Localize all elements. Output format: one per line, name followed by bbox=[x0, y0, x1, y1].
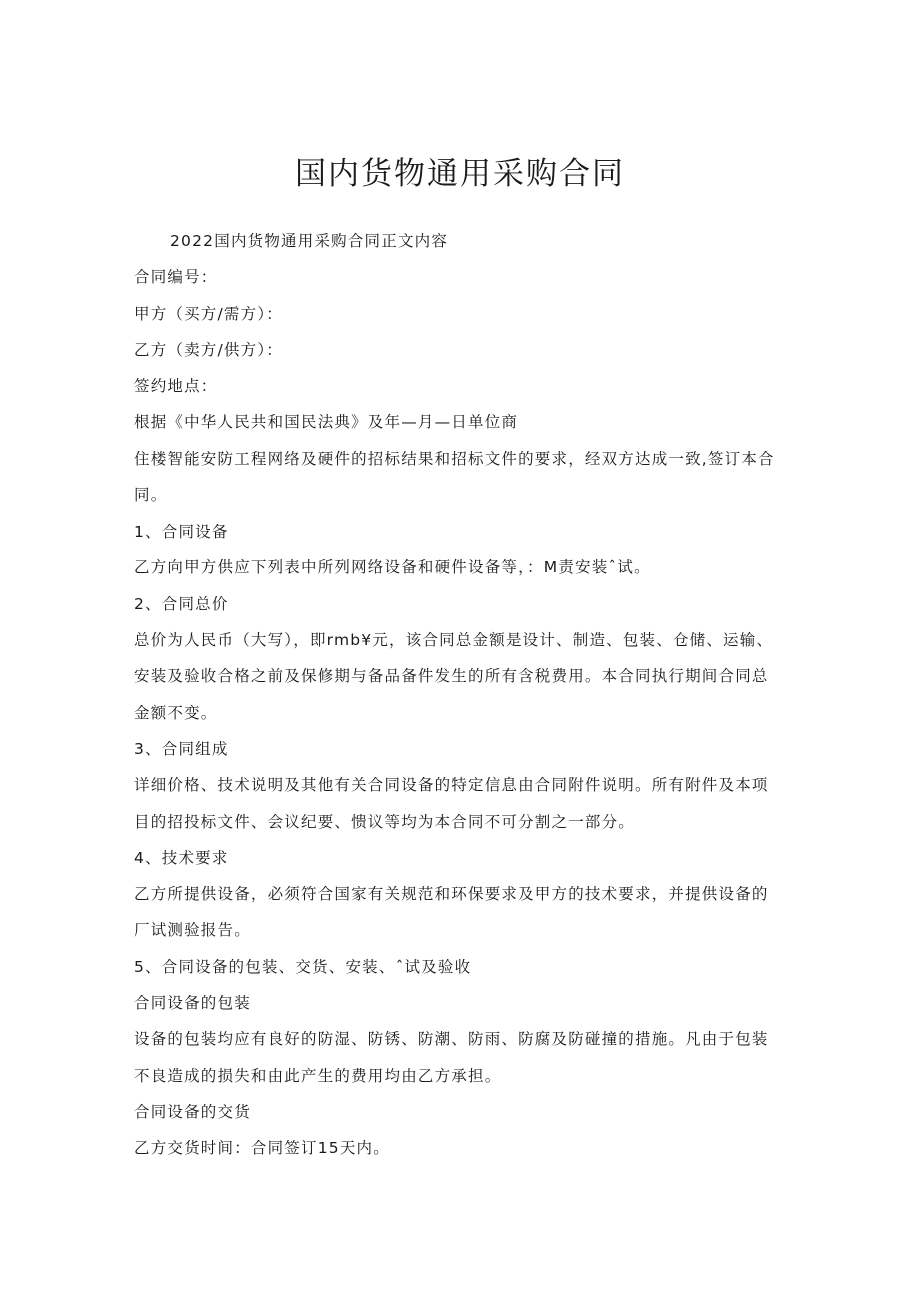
section-text-line: 设备的包装均应有良好的防湿、防锈、防潮、防雨、防腐及防碰撞的措施。凡由于包装 bbox=[134, 1030, 769, 1048]
section-text-line: 乙方向甲方供应下列表中所列网络设备和硬件设备等，：M责安装ˆ试。 bbox=[134, 558, 651, 576]
section-text-line: 乙方交货时间：合同签订15天内。 bbox=[134, 1139, 390, 1157]
section-text-line: 目的招投标文件、会议纪要、愦议等均为本合同不可分割之一部分。 bbox=[134, 813, 636, 831]
section-heading: 2、合同总价 bbox=[134, 595, 229, 613]
intro-line: 根据《中华人民共和国民法典》及年—月—日单位商 bbox=[134, 413, 519, 431]
section-heading: 4、技术要求 bbox=[134, 849, 229, 867]
intro-line: 住楼智能安防工程网络及硬件的招标结果和招标文件的要求，经双方达成一致,签订本合 bbox=[134, 450, 775, 468]
section-text-line: 总价为人民币（大写），即rmb¥元，该合同总金额是设计、制造、包装、仓储、运输、 bbox=[134, 631, 774, 649]
party-b-field: 乙方（卖方/供方）： bbox=[134, 341, 283, 359]
section-heading: 5、合同设备的包装、交货、安装、ˆ试及验收 bbox=[134, 958, 472, 976]
section-text-line: 乙方所提供设备，必须符合国家有关规范和环保要求及甲方的技术要求，并提供设备的 bbox=[134, 885, 769, 903]
subsection-heading: 合同设备的包装 bbox=[134, 994, 251, 1012]
section-heading: 1、合同设备 bbox=[134, 523, 229, 541]
subsection-heading: 合同设备的交货 bbox=[134, 1103, 251, 1121]
intro-line: 同。 bbox=[134, 486, 168, 504]
section-heading: 3、合同组成 bbox=[134, 740, 229, 758]
document-subtitle: 2022国内货物通用采购合同正文内容 bbox=[170, 232, 449, 250]
section-text-line: 不良造成的损失和由此产生的费用均由乙方承担。 bbox=[134, 1067, 502, 1085]
section-text-line: 厂试测验报告。 bbox=[134, 921, 251, 939]
section-text-line: 详细价格、技术说明及其他有关合同设备的特定信息由合同附件说明。所有附件及本项 bbox=[134, 776, 769, 794]
section-text-line: 安装及验收合格之前及保修期与备品备件发生的所有含税费用。本合同执行期间合同总 bbox=[134, 667, 769, 685]
contract-number-field: 合同编号： bbox=[134, 268, 218, 286]
section-text-line: 金额不变。 bbox=[134, 704, 218, 722]
signing-place-field: 签约地点： bbox=[134, 377, 218, 395]
party-a-field: 甲方（买方/需方）： bbox=[134, 305, 283, 323]
document-title: 国内货物通用采购合同 bbox=[295, 156, 625, 192]
